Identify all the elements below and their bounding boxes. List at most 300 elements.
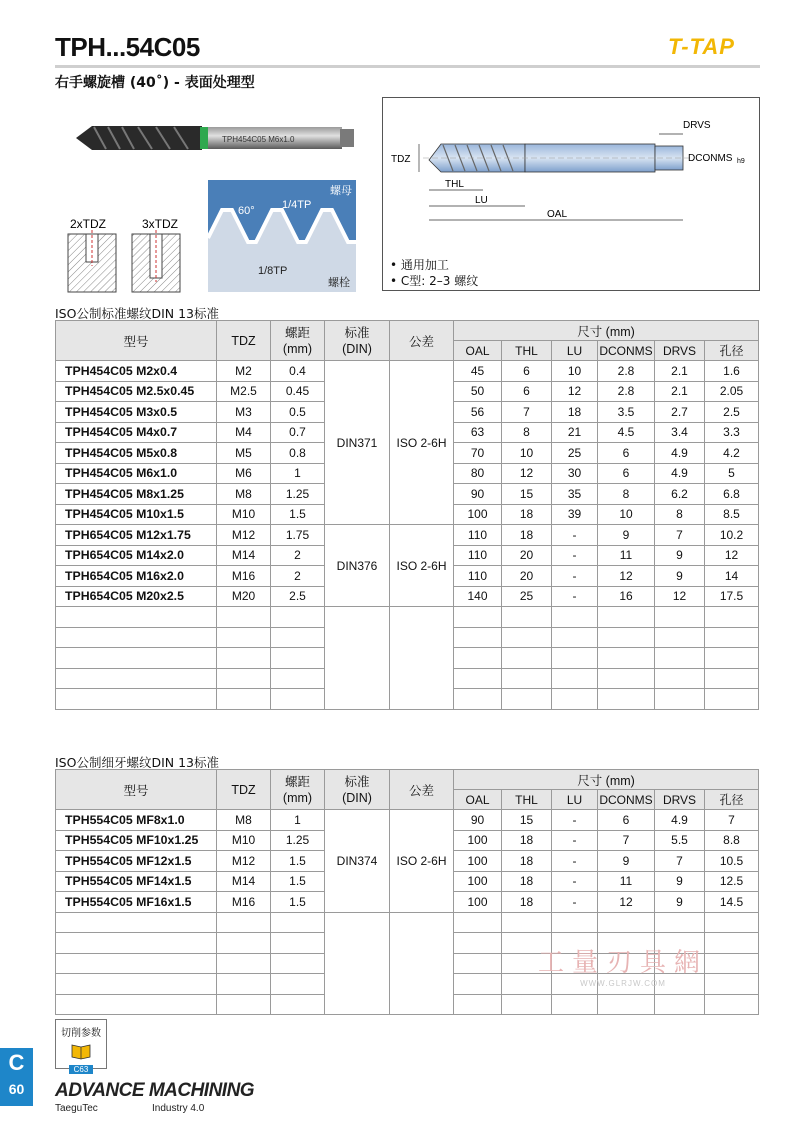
cell-thl: 10 [502,443,552,464]
cell-lu: 18 [552,402,598,423]
cell-dconms: 6 [598,443,655,464]
empty-cell [705,627,759,648]
profile-bolt-label: 螺栓 [328,276,350,289]
table-row [56,525,759,546]
cell-drvs: 4.9 [655,463,705,484]
empty-cell [705,974,759,995]
hole-depth-sketches [60,216,190,296]
col-dims: 尺寸 (mm) [454,770,759,790]
cell-oal: 140 [454,586,502,607]
cell-thl: 18 [502,504,552,525]
title-divider [55,65,760,68]
cell-drvs: 8 [655,504,705,525]
empty-cell [705,689,759,710]
cell-hole: 12 [705,545,759,566]
empty-cell [217,607,271,628]
cell-dconms: 7 [598,830,655,851]
cell-lu: - [552,525,598,546]
cell-thl: 15 [502,484,552,505]
empty-row [56,912,759,933]
col-dconms: DCONMS [598,341,655,361]
cell-thl: 18 [502,871,552,892]
cell-oal: 63 [454,422,502,443]
cell-thl: 20 [502,545,552,566]
book-icon [70,1042,92,1060]
empty-cell [454,974,502,995]
col-hole: 孔径 [705,790,759,810]
empty-cell [271,912,325,933]
cell-thl: 18 [502,830,552,851]
cell-lu: - [552,566,598,587]
watermark-url: WWW.GLRJW.COM [580,979,666,988]
col-drvs: DRVS [655,790,705,810]
empty-cell [56,953,217,974]
cell-tdz: M12 [217,525,271,546]
cell-thl: 18 [502,851,552,872]
cell-standard: DIN376 [325,525,390,607]
empty-cell [502,627,552,648]
cell-oal: 70 [454,443,502,464]
empty-cell [598,668,655,689]
table2-caption: ISO公制细牙螺纹DIN 13标准 [55,755,220,770]
standard-thread-table [55,320,759,710]
empty-cell [56,668,217,689]
cell-dconms: 11 [598,871,655,892]
empty-cell [217,994,271,1015]
dim-drvs: DRVS [683,120,711,131]
cell-dconms: 12 [598,892,655,913]
empty-cell [552,668,598,689]
cell-oal: 90 [454,484,502,505]
cell-tdz: M3 [217,402,271,423]
cell-thl: 6 [502,361,552,382]
cell-lu: 25 [552,443,598,464]
col-model: 型号 [56,321,217,361]
empty-cell [271,648,325,669]
cell-drvs: 5.5 [655,830,705,851]
cell-hole: 14.5 [705,892,759,913]
cell-pitch: 2 [271,545,325,566]
brand-logo: T-TAP [668,34,735,59]
profile-angle-label: 60° [238,205,255,217]
cell-dconms: 16 [598,586,655,607]
empty-cell [598,994,655,1015]
cell-pitch: 1 [271,463,325,484]
col-standard [325,770,390,810]
cell-tdz: M6 [217,463,271,484]
cell-model: TPH654C05 M16x2.0 [56,566,217,587]
watermark [538,942,708,988]
cell-hole: 2.5 [705,402,759,423]
col-pitch [271,321,325,361]
page-number: 60 [8,1081,25,1097]
empty-cell [705,933,759,954]
cell-drvs: 2.1 [655,361,705,382]
cell-hole: 10.2 [705,525,759,546]
cell-oal: 110 [454,545,502,566]
cell-drvs: 2.7 [655,402,705,423]
empty-cell [271,607,325,628]
cell-pitch: 1.5 [271,871,325,892]
empty-cell [655,994,705,1015]
cell-pitch: 1.5 [271,504,325,525]
cell-tdz: M20 [217,586,271,607]
col-standard-unit: (DIN) [342,341,372,356]
empty-cell [705,994,759,1015]
cell-thl: 12 [502,463,552,484]
empty-cell [271,689,325,710]
cell-standard: DIN374 [325,810,390,913]
diagram-notes [390,257,478,289]
cell-oal: 110 [454,525,502,546]
col-thl: THL [502,341,552,361]
cell-dconms: 3.5 [598,402,655,423]
cell-lu: - [552,586,598,607]
empty-cell [655,689,705,710]
col-dconms: DCONMS [598,790,655,810]
col-oal: OAL [454,341,502,361]
table-row [56,810,759,831]
cell-hole: 8.5 [705,504,759,525]
cell-model: TPH454C05 M4x0.7 [56,422,217,443]
empty-cell [217,912,271,933]
empty-cell [390,912,454,1015]
cutting-params-label: 切削参数 [61,1028,101,1039]
dim-thl: THL [445,179,464,190]
cell-drvs: 9 [655,871,705,892]
empty-cell [56,648,217,669]
empty-cell [217,974,271,995]
empty-cell [552,607,598,628]
empty-cell [217,648,271,669]
empty-cell [705,668,759,689]
cell-tolerance: ISO 2-6H [390,361,454,525]
cell-pitch: 0.4 [271,361,325,382]
note-c-type: • C型: 2–3 螺纹 [390,274,479,288]
cell-drvs: 12 [655,586,705,607]
cell-tdz: M12 [217,851,271,872]
footer-tagline: Industry 4.0 [152,1103,205,1114]
cell-hole: 5 [705,463,759,484]
cell-dconms: 9 [598,851,655,872]
cell-hole: 17.5 [705,586,759,607]
cell-drvs: 9 [655,892,705,913]
cell-lu: - [552,545,598,566]
col-pitch-unit: (mm) [282,341,313,356]
empty-cell [552,994,598,1015]
empty-row [56,607,759,628]
cell-thl: 25 [502,586,552,607]
cell-hole: 6.8 [705,484,759,505]
col-oal: OAL [454,790,502,810]
cell-model: TPH554C05 MF12x1.5 [56,851,217,872]
empty-cell [271,953,325,974]
col-lu: LU [552,790,598,810]
cell-tdz: M14 [217,871,271,892]
cell-hole: 2.05 [705,381,759,402]
col-hole: 孔径 [705,341,759,361]
cell-hole: 4.2 [705,443,759,464]
empty-cell [705,912,759,933]
cell-drvs: 3.4 [655,422,705,443]
cell-lu: 10 [552,361,598,382]
cell-drvs: 4.9 [655,443,705,464]
thread-profile-diagram [208,180,356,292]
col-drvs: DRVS [655,341,705,361]
cell-dconms: 10 [598,504,655,525]
empty-cell [271,974,325,995]
empty-cell [454,953,502,974]
empty-cell [552,648,598,669]
table1-caption: ISO公制标准螺纹DIN 13标准 [55,306,220,321]
cell-tdz: M10 [217,830,271,851]
empty-cell [502,689,552,710]
cell-model: TPH654C05 M12x1.75 [56,525,217,546]
col-dims: 尺寸 (mm) [454,321,759,341]
cell-tdz: M4 [217,422,271,443]
cell-drvs: 9 [655,545,705,566]
cell-oal: 100 [454,892,502,913]
cell-dconms: 11 [598,545,655,566]
cell-tolerance: ISO 2-6H [390,525,454,607]
empty-cell [502,607,552,628]
empty-cell [454,912,502,933]
table1-body [56,361,759,710]
col-tolerance: 公差 [390,321,454,361]
cell-drvs: 7 [655,525,705,546]
empty-cell [217,953,271,974]
tap-photo [72,118,362,158]
empty-cell [598,689,655,710]
cell-pitch: 1.5 [271,892,325,913]
cell-tdz: M16 [217,892,271,913]
cell-dconms: 12 [598,566,655,587]
empty-cell [325,912,390,1015]
cell-lu: 12 [552,381,598,402]
empty-cell [454,689,502,710]
cell-tdz: M8 [217,484,271,505]
cell-pitch: 0.45 [271,381,325,402]
cell-tdz: M2.5 [217,381,271,402]
empty-cell [217,689,271,710]
empty-cell [454,668,502,689]
empty-cell [598,912,655,933]
page-subtitle: 右手螺旋槽 (40˚) - 表面处理型 [55,75,255,91]
dim-dconms-tolerance: h9 [737,158,745,165]
hole-label-2x: 2xTDZ [70,217,106,231]
cell-pitch: 2.5 [271,586,325,607]
cell-lu: 21 [552,422,598,443]
cell-lu: 30 [552,463,598,484]
empty-cell [271,994,325,1015]
col-model: 型号 [56,770,217,810]
cell-pitch: 1.25 [271,484,325,505]
footer-brand-logo: ADVANCE MACHINING [55,1080,255,1101]
cell-oal: 100 [454,504,502,525]
empty-cell [217,933,271,954]
cell-thl: 7 [502,402,552,423]
dim-dconms: DCONMS [688,153,733,164]
col-lu: LU [552,341,598,361]
cutting-params-page: C63 [69,1065,93,1074]
cell-oal: 50 [454,381,502,402]
empty-cell [56,627,217,648]
empty-cell [454,648,502,669]
cell-pitch: 0.5 [271,402,325,423]
dim-lu: LU [475,195,488,206]
cell-model: TPH454C05 M3x0.5 [56,402,217,423]
empty-cell [655,607,705,628]
col-pitch [271,770,325,810]
note-general: • 通用加工 [390,258,449,272]
empty-cell [598,607,655,628]
cell-hole: 10.5 [705,851,759,872]
cell-model: TPH454C05 M5x0.8 [56,443,217,464]
empty-cell [705,953,759,974]
profile-quarter-label: 1/4TP [282,199,312,211]
cell-model: TPH454C05 M6x1.0 [56,463,217,484]
cell-oal: 80 [454,463,502,484]
cell-tdz: M8 [217,810,271,831]
cell-drvs: 9 [655,566,705,587]
col-pitch-label: 螺距 [284,774,310,789]
cell-hole: 7 [705,810,759,831]
dim-oal: OAL [547,209,568,220]
cell-tolerance: ISO 2-6H [390,810,454,913]
cell-model: TPH554C05 MF8x1.0 [56,810,217,831]
empty-cell [598,648,655,669]
cell-pitch: 1.5 [271,851,325,872]
cell-standard: DIN371 [325,361,390,525]
cell-pitch: 1.75 [271,525,325,546]
empty-cell [217,668,271,689]
empty-cell [552,627,598,648]
cell-pitch: 0.8 [271,443,325,464]
cell-dconms: 4.5 [598,422,655,443]
cell-drvs: 7 [655,851,705,872]
cell-tdz: M10 [217,504,271,525]
empty-cell [271,933,325,954]
cell-dconms: 6 [598,810,655,831]
col-tolerance: 公差 [390,770,454,810]
empty-cell [390,607,454,710]
col-tdz: TDZ [217,321,271,361]
empty-cell [502,648,552,669]
empty-cell [217,627,271,648]
cell-hole: 1.6 [705,361,759,382]
cell-oal: 110 [454,566,502,587]
cell-pitch: 0.7 [271,422,325,443]
cell-oal: 90 [454,810,502,831]
table-row [56,361,759,382]
col-standard [325,321,390,361]
empty-cell [552,689,598,710]
profile-nut-label: 螺母 [330,184,352,197]
empty-cell [655,912,705,933]
cell-model: TPH654C05 M14x2.0 [56,545,217,566]
cell-dconms: 8 [598,484,655,505]
profile-eighth-label: 1/8TP [258,265,288,277]
cell-model: TPH554C05 MF16x1.5 [56,892,217,913]
col-thl: THL [502,790,552,810]
empty-cell [598,627,655,648]
empty-cell [454,933,502,954]
cell-pitch: 1.25 [271,830,325,851]
empty-cell [705,648,759,669]
cell-thl: 6 [502,381,552,402]
empty-cell [655,627,705,648]
empty-cell [325,607,390,710]
empty-cell [56,607,217,628]
empty-cell [56,933,217,954]
cutting-params-box[interactable] [55,1019,107,1074]
cell-pitch: 2 [271,566,325,587]
col-pitch-unit: (mm) [282,790,313,805]
cell-lu: - [552,830,598,851]
section-letter: C [8,1050,25,1075]
empty-cell [454,994,502,1015]
col-standard-label: 标准 [344,774,370,789]
empty-cell [271,627,325,648]
cell-tdz: M5 [217,443,271,464]
cell-oal: 100 [454,871,502,892]
cell-lu: - [552,851,598,872]
cell-thl: 8 [502,422,552,443]
cell-lu: - [552,810,598,831]
section-tab [0,1048,33,1106]
cell-model: TPH654C05 M20x2.5 [56,586,217,607]
cell-dconms: 6 [598,463,655,484]
col-standard-unit: (DIN) [342,790,372,805]
empty-cell [655,668,705,689]
cell-hole: 8.8 [705,830,759,851]
col-tdz: TDZ [217,770,271,810]
empty-cell [502,994,552,1015]
cell-hole: 3.3 [705,422,759,443]
empty-cell [502,668,552,689]
cell-tdz: M14 [217,545,271,566]
cell-model: TPH454C05 M2x0.4 [56,361,217,382]
empty-cell [454,627,502,648]
cell-drvs: 6.2 [655,484,705,505]
empty-cell [552,912,598,933]
empty-cell [502,912,552,933]
empty-cell [655,648,705,669]
footer-company: TaeguTec [55,1103,98,1114]
cell-dconms: 9 [598,525,655,546]
cell-oal: 100 [454,830,502,851]
cell-drvs: 2.1 [655,381,705,402]
cell-oal: 45 [454,361,502,382]
dim-tdz: TDZ [391,154,411,165]
cell-tdz: M2 [217,361,271,382]
tap-marking: TPH454C05 M6x1.0 [222,135,295,144]
col-pitch-label: 螺距 [284,325,310,340]
cell-pitch: 1 [271,810,325,831]
empty-cell [454,607,502,628]
cell-model: TPH454C05 M10x1.5 [56,504,217,525]
empty-cell [56,974,217,995]
col-standard-label: 标准 [344,325,370,340]
empty-cell [705,607,759,628]
empty-cell [56,912,217,933]
cell-model: TPH554C05 MF10x1.25 [56,830,217,851]
cell-model: TPH454C05 M2.5x0.45 [56,381,217,402]
cell-thl: 15 [502,810,552,831]
empty-cell [56,689,217,710]
watermark-text: 工量刃具網 [538,948,709,978]
cell-model: TPH554C05 MF14x1.5 [56,871,217,892]
